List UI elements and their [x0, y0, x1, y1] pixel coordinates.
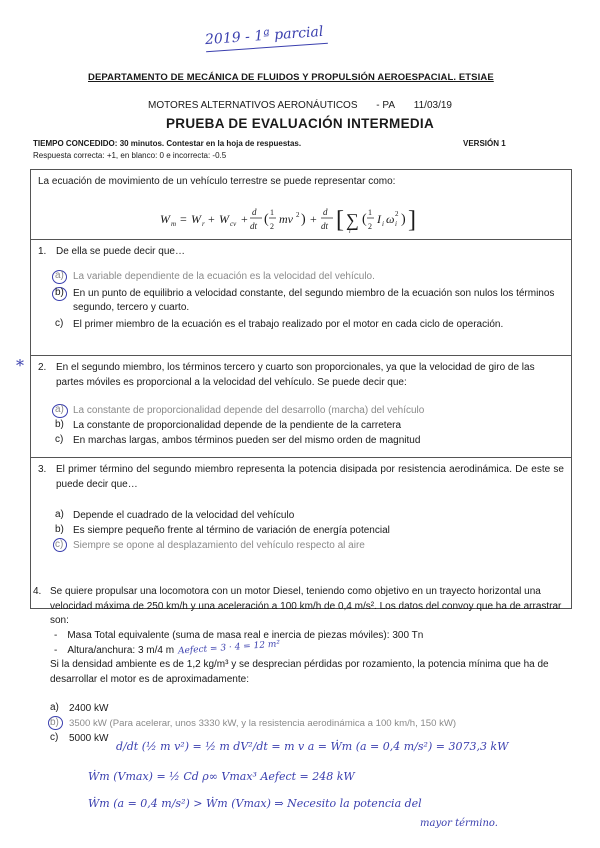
q2-option-c-text: En marchas largas, ambos términos pueden ser del mismo orden de magnitud [73, 435, 421, 446]
svg-text:m: m [171, 220, 177, 228]
course-group: - PA [376, 100, 395, 111]
handwritten-calc-line-4: mayor término. [420, 818, 498, 829]
svg-text:+: + [310, 212, 317, 226]
svg-text:+: + [208, 212, 215, 226]
q1-option-a-letter: a) [55, 270, 64, 281]
handwritten-top-note: 2019 - 1ª parcial [204, 23, 324, 49]
q4-option-b-letter: b) [50, 717, 59, 728]
time-line [33, 139, 301, 148]
q3-option-b-text: Es siempre pequeño frente al término de variación de energía potencial [73, 525, 390, 536]
q2-option-b-letter: b) [55, 419, 64, 430]
handwritten-star-mark: * [16, 356, 24, 375]
q1-option-c-letter: c) [55, 318, 64, 329]
svg-text:dt: dt [321, 221, 329, 231]
course-line [0, 100, 600, 111]
q4-option-c-text: 5000 kW [69, 733, 109, 744]
svg-text:∑: ∑ [346, 210, 359, 230]
q4-option-a-letter: a) [50, 702, 59, 713]
q1-option-a-text: La variable dependiente de la ecuación es la velocidad del vehículo. [73, 271, 375, 282]
svg-text:d: d [323, 207, 328, 217]
svg-text:1: 1 [270, 208, 274, 217]
course-name: MOTORES ALTERNATIVOS AERONÁUTICOS [148, 100, 358, 111]
q3-option-c-letter: c) [55, 539, 64, 550]
q3-option-b-letter: b) [55, 524, 64, 535]
q1-number: 1. [38, 246, 47, 257]
svg-text:W: W [160, 212, 170, 226]
q2-option-a-letter: a) [55, 404, 64, 415]
handwritten-calc-line-2: Ẇm (Vmax) = ½ Cd ρ∞ Vmax³ Aefect = 248 kW [88, 770, 355, 783]
q4-bullet-2-text: Altura/anchura: 3 m/4 m [67, 645, 175, 656]
svg-text:2: 2 [270, 222, 274, 231]
svg-text:1: 1 [368, 208, 372, 217]
q4-bullet-2 [54, 644, 174, 659]
q4-text: Se quiere propulsar una locomotora con un motor Diesel, teniendo como objetivo en un trayecto horizontal una velocidad máxima de 250 km/h y una aceleración a 100 km/h de 0,4 m/s². Los datos del convoy que ha de arrastrar son: [50, 586, 562, 626]
svg-text:): ) [401, 212, 406, 227]
q2-option-b-text: La constante de proporcionalidad depende de la pendiente de la carretera [73, 420, 402, 431]
q2-text: En el segundo miembro, los términos tercero y cuarto son proporcionales, ya que la velocidad de giro de las partes móviles es proporcional a la velocidad del vehículo. Se puede decir que: [56, 362, 535, 388]
q2-number: 2. [38, 362, 47, 373]
svg-text:): ) [301, 212, 306, 227]
svg-text:i: i [395, 220, 397, 228]
q3-option-a-letter: a) [55, 509, 64, 520]
q3-number: 3. [38, 464, 47, 475]
q2-option-a-text: La constante de proporcionalidad depende del desarrollo (marcha) del vehículo [73, 405, 425, 416]
row-separator [30, 239, 571, 240]
svg-text:=: = [180, 212, 187, 226]
scoring-rules: Respuesta correcta: +1, en blanco: 0 e incorrecta: -0.5 [33, 151, 227, 160]
q4-option-c-letter: c) [50, 732, 59, 743]
handwritten-area-calc: Aefect = 3 · 4 = 12 m² [177, 639, 281, 657]
time-value: 30 minutos. Contestar en la hoja de respuestas. [119, 139, 302, 148]
svg-text:(: ( [362, 212, 367, 227]
bullet-dash: - [54, 630, 58, 641]
svg-text:mv: mv [279, 212, 293, 226]
svg-text:d: d [252, 207, 257, 217]
svg-text:I: I [377, 212, 381, 226]
row-separator [30, 457, 571, 458]
svg-text:]: ] [408, 207, 416, 233]
svg-text:W: W [219, 212, 229, 226]
bullet-dash: - [54, 645, 58, 656]
svg-text:cv: cv [230, 220, 237, 228]
motion-equation [150, 201, 450, 237]
q2-option-c-letter: c) [55, 434, 64, 445]
svg-text:(: ( [264, 212, 269, 227]
svg-text:i: i [349, 229, 351, 235]
intro-text: La ecuación de movimiento de un vehículo terrestre se puede representar como: [38, 176, 396, 187]
q1-text: De ella se puede decir que… [56, 246, 185, 257]
q4-option-b-text: 3500 kW (Para acelerar, unos 3330 kW, y la resistencia aerodinámica a 100 km/h, 150 kW) [69, 718, 457, 729]
q3-text: El primer término del segundo miembro representa la potencia disipada por resistencia aerodinámica. De este se puede decir que… [56, 464, 564, 490]
q1-option-b-letter: b) [55, 287, 64, 298]
handwritten-calc-line-1: d/dt (½ m v²) = ½ m dV²/dt = m v a = Ẇm (a = 0,4 m/s²) = 3073,3 kW [116, 740, 509, 753]
department-title: DEPARTAMENTO DE MECÁNICA DE FLUIDOS Y PROPULSIÓN AEROESPACIAL. ETSIAE [88, 72, 494, 83]
q3-option-c-text: Siempre se opone al desplazamiento del vehículo respecto al aire [73, 540, 365, 551]
q4-text-2: Si la densidad ambiente es de 1,2 kg/m³ y se desprecian pérdidas por rozamiento, la potencia mínima que ha de desarrollar el motor es de aproximadamente: [50, 659, 549, 685]
exam-title: PRUEBA DE EVALUACIÓN INTERMEDIA [165, 116, 435, 131]
svg-text:2: 2 [368, 222, 372, 231]
svg-text:ω: ω [386, 212, 395, 226]
q4-bullet-1-text: Masa Total equivalente (suma de masa real e inercia de piezas móviles): 300 Tn [67, 630, 424, 641]
version-label: VERSIÓN 1 [463, 139, 506, 148]
svg-text:W: W [191, 212, 201, 226]
svg-text:r: r [202, 220, 205, 228]
svg-text:i: i [382, 220, 384, 228]
svg-text:2: 2 [296, 211, 300, 219]
row-separator [30, 355, 571, 356]
q4-option-a-text: 2400 kW [69, 703, 109, 714]
q4-number: 4. [33, 586, 42, 597]
time-label: TIEMPO CONCEDIDO: [33, 139, 118, 148]
svg-text:[: [ [336, 207, 344, 233]
q3-option-a-text: Depende el cuadrado de la velocidad del vehículo [73, 510, 295, 521]
svg-text:+: + [241, 212, 248, 226]
svg-text:dt: dt [250, 221, 258, 231]
q1-option-b-text: En un punto de equilibrio a velocidad constante, del segundo miembro de la ecuación son nulos los términos segundo, tercero y cuarto. [73, 288, 555, 313]
q1-option-c-text: El primer miembro de la ecuación es el trabajo realizado por el motor en cada ciclo de operación. [73, 319, 504, 330]
svg-text:2: 2 [395, 210, 399, 218]
handwritten-calc-line-3: Ẇm (a = 0,4 m/s²) > Ẇm (Vmax) ⇒ Necesito la potencia del [88, 797, 422, 810]
exam-date: 11/03/19 [413, 100, 452, 111]
